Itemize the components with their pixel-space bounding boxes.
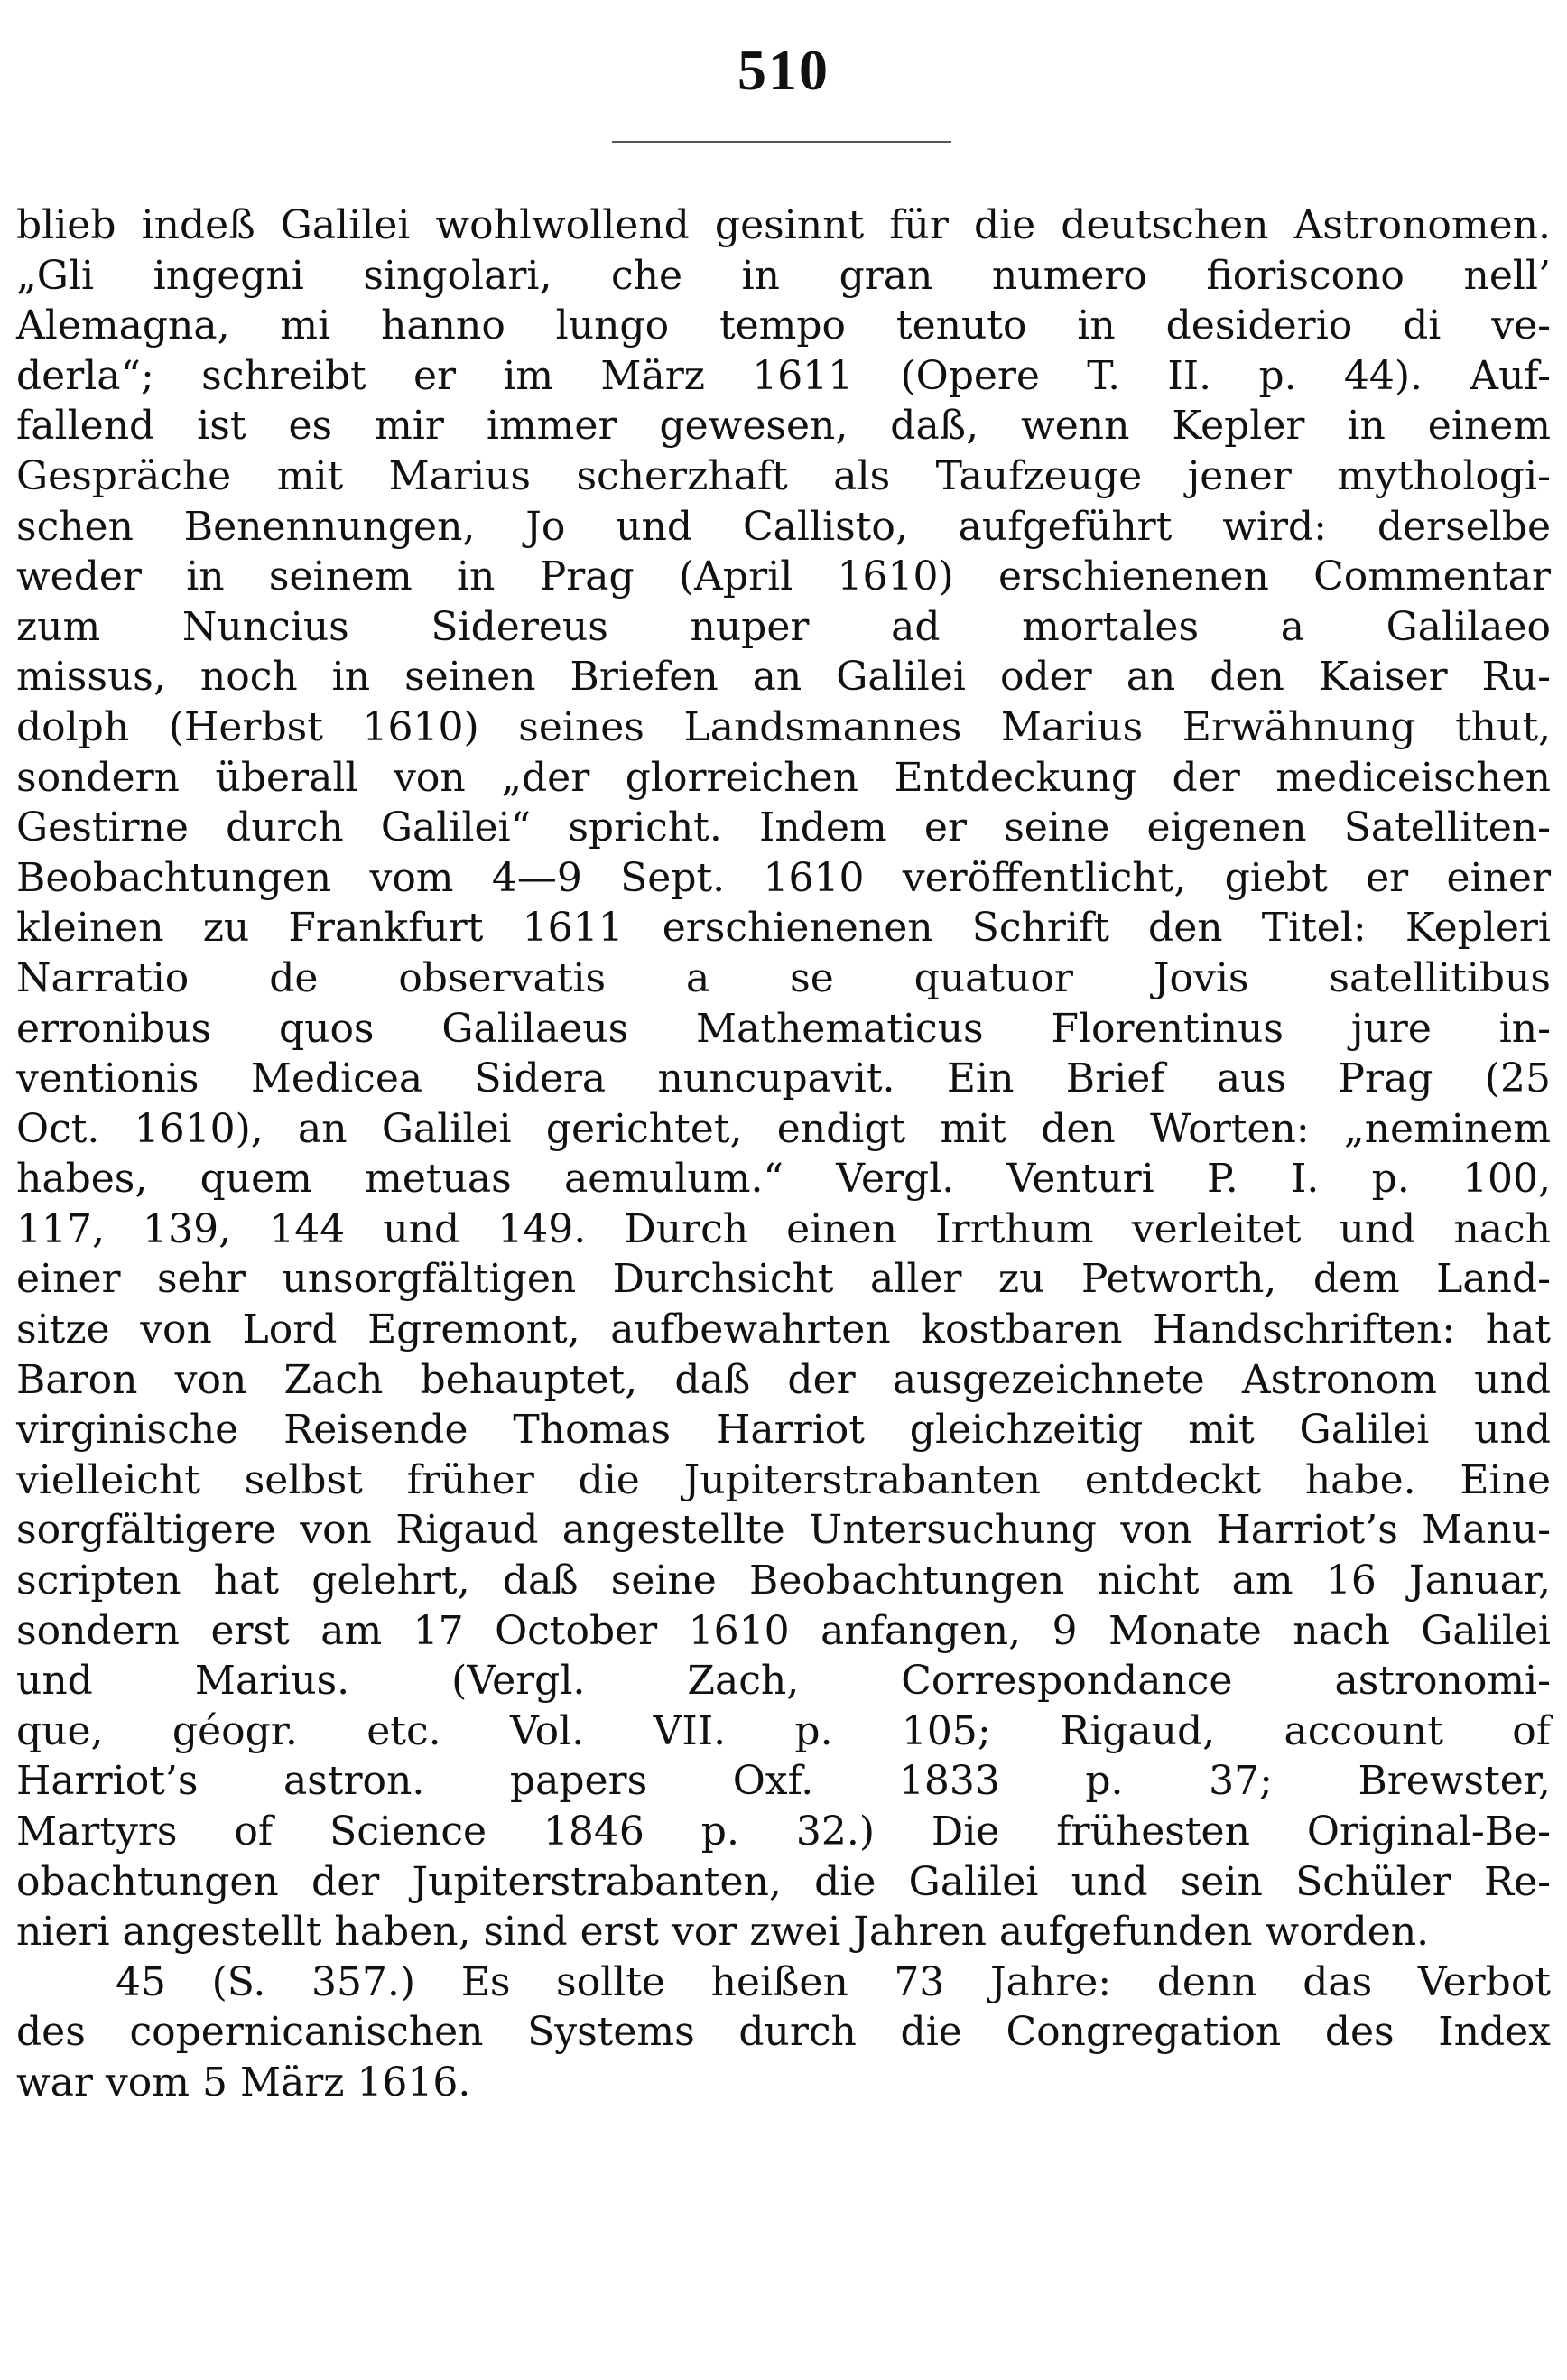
text-line: que, géogr. etc. Vol. VII. p. 105; Rigaud, account of [16,1707,1551,1754]
text-line: Alemagna, mi hanno lungo tempo tenuto in desiderio di ve- [16,302,1551,349]
text-line: des copernicanischen Systems durch die Congregation des Index [16,2009,1551,2056]
text-line: missus, noch in seinen Briefen an Galilei oder an den Kaiser Ru- [16,654,1551,701]
text-line: kleinen zu Frankfurt 1611 erschienenen Schrift den Titel: Kepleri [16,905,1551,952]
body-text [16,200,1551,2108]
text-line: scripten hat gelehrt, daß seine Beobachtungen nicht am 16 Januar, [16,1557,1551,1604]
text-line: zum Nuncius Sidereus nuper ad mortales a Galilaeo [16,603,1551,650]
page-number: 510 [737,38,830,102]
text-line: einer sehr unsorgfältigen Durchsicht aller zu Petworth, dem Land- [16,1256,1551,1303]
text-line: sondern überall von „der glorreichen Entdeckung der mediceischen [16,754,1551,801]
text-line: Narratio de observatis a se quatuor Jovis satellitibus [16,954,1551,1001]
text-line: derla“; schreibt er im März 1611 (Opere T. II. p. 44). Auf- [16,352,1551,399]
text-line: obachtungen der Jupiterstrabanten, die Galilei und sein Schüler Re- [16,1858,1551,1905]
text-line: und Marius. (Vergl. Zach, Correspondance astronomi- [16,1658,1551,1705]
text-line: nieri angestellt haben, sind erst vor zwei Jahren aufgefunden worden. [16,1909,1430,1956]
text-line: blieb indeß Galilei wohlwollend gesinnt für die deutschen Astronomen. [16,202,1551,248]
text-line: habes, quem metuas aemulum.“ Vergl. Venturi P. I. p. 100, [16,1156,1551,1203]
text-line: weder in seinem in Prag (April 1610) erschienenen Commentar [16,553,1551,600]
text-line: Martyrs of Science 1846 p. 32.) Die frühesten Original-Be- [16,1808,1551,1855]
text-line: Beobachtungen vom 4—9 Sept. 1610 veröffentlicht, giebt er einer [16,854,1551,901]
text-line: erronibus quos Galilaeus Mathematicus Florentinus jure in- [16,1005,1551,1052]
header-rule [612,141,951,143]
text-line: sondern erst am 17 October 1610 anfangen, 9 Monate nach Galilei [16,1607,1551,1654]
text-line: virginische Reisende Thomas Harriot gleichzeitig mit Galilei und [16,1407,1551,1454]
text-line: 117, 139, 144 und 149. Durch einen Irrthum verleitet und nach [16,1205,1551,1252]
text-line: Gestirne durch Galilei“ spricht. Indem er seine eigenen Satelliten- [16,804,1551,851]
text-line: „Gli ingegni singolari, che in gran numero fioriscono nell’ [16,252,1551,299]
text-line: Harriot’s astron. papers Oxf. 1833 p. 37; Brewster, [16,1758,1551,1805]
text-line: sitze von Lord Egremont, aufbewahrten kostbaren Handschriften: hat [16,1306,1551,1353]
text-line: schen Benennungen, Jo und Callisto, aufgeführt wird: derselbe [16,503,1551,550]
text-line: war vom 5 März 1616. [16,2059,471,2106]
text-line: Baron von Zach behauptet, daß der ausgezeichnete Astronom und [16,1356,1551,1403]
text-line: fallend ist es mir immer gewesen, daß, wenn Kepler in einem [16,403,1551,450]
text-line: Oct. 1610), an Galilei gerichtet, endigt mit den Worten: „neminem [16,1105,1551,1152]
text-line: ventionis Medicea Sidera nuncupavit. Ein Brief aus Prag (25 [16,1055,1551,1102]
text-line: sorgfältigere von Rigaud angestellte Untersuchung von Harriot’s Manu- [16,1507,1551,1554]
text-line: Gespräche mit Marius scherzhaft als Taufzeuge jener mythologi- [16,452,1551,499]
text-line: dolph (Herbst 1610) seines Landsmannes Marius Erwähnung thut, [16,703,1551,750]
footnote-line: 45 (S. 357.) Es sollte heißen 73 Jahre: denn das Verbot [116,1958,1551,2005]
text-line: vielleicht selbst früher die Jupiterstrabanten entdeckt habe. Eine [16,1456,1551,1503]
